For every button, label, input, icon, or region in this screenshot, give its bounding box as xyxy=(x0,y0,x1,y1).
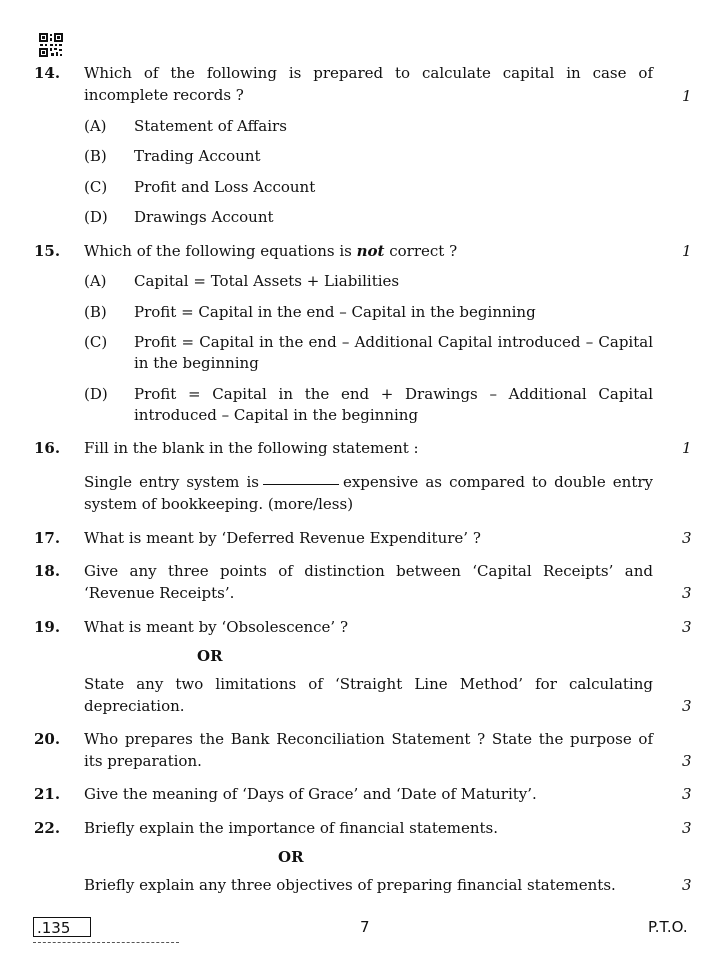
question-number: 19. xyxy=(34,618,61,636)
question-text xyxy=(84,240,653,262)
question-number: 22. xyxy=(34,819,61,837)
option-label: (A) xyxy=(84,272,107,290)
fill-blank-statement xyxy=(84,471,653,515)
alternative-question-text: State any two limitations of ‘Straight Line Method’ for calculating depreciation. xyxy=(84,675,653,715)
alternative-question-marks: 3 xyxy=(682,876,692,894)
option-text: Drawings Account xyxy=(134,208,274,226)
statement-end: expensive as compared to double entry system of bookkeeping. (more/less) xyxy=(84,473,653,513)
option-label: (D) xyxy=(84,208,108,226)
question-text-end: correct ? xyxy=(389,242,458,260)
answer-blank xyxy=(263,484,339,485)
or-separator: OR xyxy=(197,647,223,665)
question-text: Which of the following is prepared to calculate capital in case of incomplete records ? xyxy=(84,64,653,104)
question-text: Who prepares the Bank Reconciliation Statement ? State the purpose of its preparation. xyxy=(84,730,653,770)
question-text: Briefly explain the importance of financial statements. xyxy=(84,819,499,837)
option-label: (D) xyxy=(84,385,108,403)
option-label: (B) xyxy=(84,147,107,165)
question-marks: 3 xyxy=(682,529,692,547)
question-number: 21. xyxy=(34,785,61,803)
option-text: Profit and Loss Account xyxy=(134,178,316,196)
option-text: Capital = Total Assets + Liabilities xyxy=(134,272,400,290)
question-marks: 3 xyxy=(682,785,692,803)
question-marks: 1 xyxy=(682,439,692,457)
option-text: Statement of Affairs xyxy=(134,117,287,135)
qr-code-icon xyxy=(39,33,63,57)
option-text: Profit = Capital in the end – Capital in the beginning xyxy=(134,303,536,321)
option-label: (A) xyxy=(84,117,107,135)
option-label: (C) xyxy=(84,178,108,196)
option-text: Profit = Capital in the end – Additional Capital introduced – Capital in the beginning xyxy=(134,333,653,372)
page-number: 7 xyxy=(360,918,370,936)
option-text: Profit = Capital in the end + Drawings – Additional Capital introduced – Capital in the beginning xyxy=(134,385,653,424)
option-label: (C) xyxy=(84,333,108,351)
question-marks: 3 xyxy=(682,618,692,636)
question-text: Fill in the blank in the following statement : xyxy=(84,439,419,457)
question-number: 14. xyxy=(34,64,61,82)
question-text: What is meant by ‘Obsolescence’ ? xyxy=(84,618,348,636)
question-number: 16. xyxy=(34,439,61,457)
question-number: 18. xyxy=(34,562,61,580)
question-marks: 3 xyxy=(682,819,692,837)
footer-divider xyxy=(33,942,179,943)
alternative-question-text: Briefly explain any three objectives of preparing financial statements. xyxy=(84,876,616,894)
question-text: Give any three points of distinction between ‘Capital Receipts’ and ‘Revenue Receipts’. xyxy=(84,562,653,602)
question-text-start: Which of the following equations is xyxy=(84,242,352,260)
question-marks: 1 xyxy=(682,87,692,105)
statement-start: Single entry system is xyxy=(84,473,259,491)
question-marks: 3 xyxy=(682,584,692,602)
question-emphasis: not xyxy=(356,242,385,260)
question-marks: 3 xyxy=(682,752,692,770)
question-number: 20. xyxy=(34,730,61,748)
or-separator: OR xyxy=(278,848,304,866)
question-text: What is meant by ‘Deferred Revenue Expenditure’ ? xyxy=(84,529,481,547)
question-number: 17. xyxy=(34,529,61,547)
please-turn-over: P.T.O. xyxy=(648,918,688,936)
question-marks: 1 xyxy=(682,242,692,260)
question-number: 15. xyxy=(34,242,61,260)
option-label: (B) xyxy=(84,303,107,321)
question-text: Give the meaning of ‘Days of Grace’ and ‘Date of Maturity’. xyxy=(84,785,537,803)
paper-code: .135 xyxy=(33,917,91,937)
alternative-question-marks: 3 xyxy=(682,697,692,715)
option-text: Trading Account xyxy=(134,147,261,165)
